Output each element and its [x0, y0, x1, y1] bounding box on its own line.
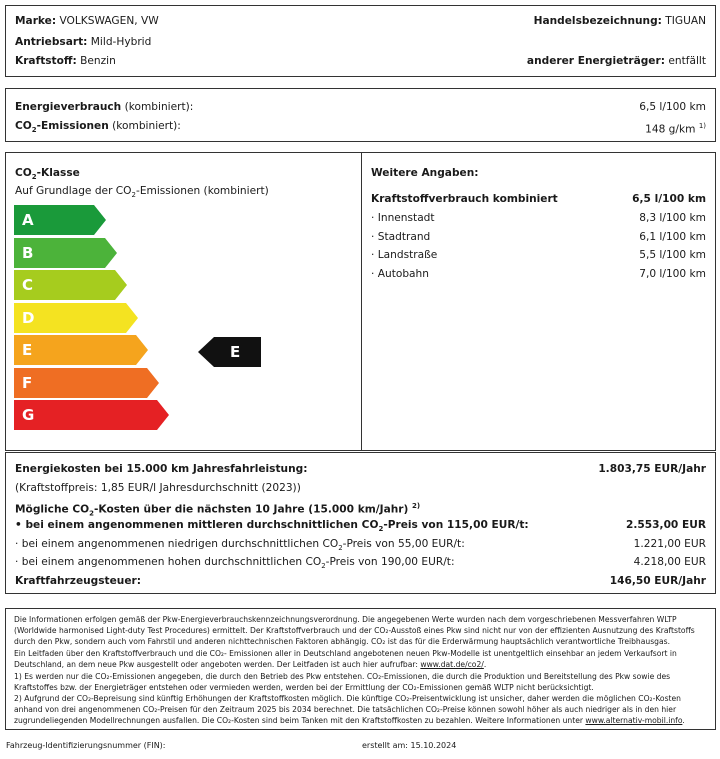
handel-row: [534, 14, 706, 28]
consumption-box: [5, 88, 716, 142]
marke-row: [15, 14, 159, 28]
antrieb-value: Mild-Hybrid: [90, 36, 152, 48]
co2-class-a: [14, 205, 106, 235]
current-class-indicator: [198, 337, 261, 367]
co2-class-title: $CO_2$-Klasse: [15, 167, 80, 182]
weitere-row-value: 6,5 l/100 km: [632, 193, 706, 205]
mittel-label: • bei einem angenommenen mittleren durchschnittlichen $CO_2$-Preis von 115,00 EUR/t:: [15, 519, 529, 534]
kraftstoffpreis-label: (Kraftstoffpreis: 1,85 EUR/l Jahresdurchschnitt (2023)): [15, 482, 301, 494]
current-class-letter: E: [230, 343, 241, 361]
co2-class-letter: G: [22, 406, 35, 424]
weitere-row-label: · Autobahn: [371, 268, 429, 280]
steuer-label: Kraftfahrzeugsteuer:: [15, 575, 141, 587]
co2-class-letter: E: [22, 341, 33, 359]
footnote-line-3: durch den Pkw, sondern auch vom Fahrstil und anderen nichttechnischen Faktoren abhängig. CO₂ ist das für die Erderwärmung hauptsächlich verantwortliche Treibhausgas.: [14, 637, 671, 646]
footnote-line-6: 1) Es werden nur die CO₂-Emissionen angegeben, die durch den Betrieb des Pkw entstehen. CO₂-Emissionen, die durch die Produktion und Bereitstellung des Pkw sowie des: [14, 672, 671, 681]
energie-row: [15, 100, 193, 114]
dat-link[interactable]: www.dat.de/co2/: [420, 660, 484, 669]
divider: [361, 153, 362, 450]
kraftstoff-row: [15, 54, 116, 68]
co2-class-e: [14, 335, 148, 365]
co2-value-row: [645, 119, 706, 137]
footnote-line-2: (Worldwide harmonised Light-duty Test Procedures) ermittelt. Der Kraftstoffverbrauch und der CO₂-Ausstoß eines Pkw sind nicht nur von der effizienten Ausnutzung des Kraftstoffs: [14, 626, 695, 635]
footnote-line-8: 2) Aufgrund der CO₂-Bepreisung sind künftig Erhöhungen der Kraftstoffkosten möglich. Die künftige CO₂-Preisentwicklung ist unsicher, daher werden die möglichen CO₂-Kosten: [14, 694, 681, 703]
costs-box: [5, 452, 716, 594]
footnote-line-1: Die Informationen erfolgen gemäß der Pkw-Energieverbrauchskennzeichnungsverordnung. Die angegebenen Werte wurden nach dem vorgeschriebenen Messverfahren WLTP: [14, 615, 677, 624]
niedrig-value: 1.221,00 EUR: [633, 538, 706, 550]
energiekosten-value: 1.803,75 EUR/Jahr: [598, 463, 706, 475]
mittel-value: 2.553,00 EUR: [626, 519, 706, 531]
co2-footnote-ref: 1): [698, 122, 706, 130]
co2-class-letter: A: [22, 211, 34, 229]
antrieb-label: Antriebsart:: [15, 36, 88, 48]
anderer-label: anderer Energieträger:: [526, 55, 665, 67]
steuer-value: 146,50 EUR/Jahr: [609, 575, 706, 587]
anderer-value: entfällt: [668, 55, 706, 67]
weitere-row-label: · Landstraße: [371, 249, 438, 261]
footnote-line-4: Ein Leitfaden über den Kraftstoffverbrauch und die CO₂- Emissionen aller in Deutschland angebotenen neuen Pkw-Modelle ist unentgeltlich einsehbar an jedem Verkaufsort in: [14, 649, 677, 658]
co2-class-subtitle: Auf Grundlage der $CO_2$-Emissionen (kombiniert): [15, 185, 269, 200]
weitere-row-label: · Stadtrand: [371, 231, 431, 243]
fin-label: Fahrzeug-Identifizierungsnummer (FIN):: [6, 741, 166, 750]
co2-value: 148 g/km: [645, 123, 696, 136]
kraftstoff-label: Kraftstoff:: [15, 55, 77, 67]
weitere-row-value: 6,1 l/100 km: [639, 231, 706, 243]
energie-label: Energieverbrauch: [15, 101, 122, 113]
hoch-value: 4.218,00 EUR: [633, 556, 706, 568]
moegliche-co2-kosten-label: Mögliche $CO_2$-Kosten über die nächsten 10 Jahre (15.000 km/Jahr) $^{2)}$: [15, 502, 421, 518]
co2-class-f: [14, 368, 159, 398]
footnote-line-10: zugrundeliegenden Modellrechnungen ausfallen. Die CO₂-Kosten sind beim Tanken mit den Kraftstoffkosten zu bezahlen. Weitere Informationen unter www.alternativ-mobil.info.: [14, 716, 685, 725]
weitere-row-value: 7,0 l/100 km: [639, 268, 706, 280]
weitere-row-value: 5,5 l/100 km: [639, 249, 706, 261]
weitere-title: Weitere Angaben:: [371, 167, 479, 179]
co2-label: $CO_2$-Emissionen: [15, 120, 109, 135]
co2-class-c: [14, 270, 127, 300]
erstellt-label: erstellt am: 15.10.2024: [362, 741, 457, 750]
vehicle-info-box: [5, 5, 716, 77]
marke-label: Marke:: [15, 15, 57, 27]
handel-value: TIGUAN: [665, 15, 706, 27]
co2-class-letter: C: [22, 276, 34, 294]
antrieb-row: [15, 35, 151, 49]
weitere-row-label: · Innenstadt: [371, 212, 435, 224]
footnote-line-9: anhand von drei angenommenen CO₂-Preisen für den Zeitraum 2025 bis 2034 berechnet. Die tatsächlichen CO₂-Preise können sowohl höher als auch niedriger als in den hier: [14, 705, 677, 714]
niedrig-label: · bei einem angenommenen niedrigen durchschnittlichen $CO_2$-Preis von 55,00 EUR/t:: [15, 538, 465, 553]
kraftstoff-value: Benzin: [80, 55, 116, 67]
co2-row: [15, 119, 181, 137]
handel-label: Handelsbezeichnung:: [533, 15, 662, 27]
co2-class-box: [5, 152, 716, 451]
co2-class-b: [14, 238, 117, 268]
alternativ-mobil-link[interactable]: www.alternativ-mobil.info: [585, 716, 683, 725]
anderer-row: [527, 54, 706, 68]
co2-class-letter: B: [22, 244, 34, 262]
co2-suffix: (kombiniert):: [112, 120, 181, 132]
hoch-label: · bei einem angenommenen hohen durchschnittlichen $CO_2$-Preis von 190,00 EUR/t:: [15, 556, 455, 571]
energie-value: 6,5 l/100 km: [639, 101, 706, 113]
co2-class-letter: F: [22, 374, 33, 392]
co2-class-letter: D: [22, 309, 35, 327]
marke-value: VOLKSWAGEN, VW: [59, 15, 159, 27]
weitere-row-label: Kraftstoffverbrauch kombiniert: [371, 193, 558, 205]
weitere-row-value: 8,3 l/100 km: [639, 212, 706, 224]
co2-class-d: [14, 303, 138, 333]
footnote-line-7: Kraftstoffes bzw. der Energieträger entstehen oder vermieden werden, werden bei der Ermittlung der CO₂-Emissionen gemäß WLTP nicht berücksichtigt.: [14, 683, 594, 692]
footnote-line-5: Deutschland, an dem neue Pkw ausgestellt oder angeboten werden. Der Leitfaden ist auch hier aufrufbar: www.dat.de/co2/.: [14, 660, 487, 669]
energie-suffix: (kombiniert):: [124, 101, 194, 113]
energiekosten-label: Energiekosten bei 15.000 km Jahresfahrleistung:: [15, 463, 308, 475]
co2-class-g: [14, 400, 169, 430]
